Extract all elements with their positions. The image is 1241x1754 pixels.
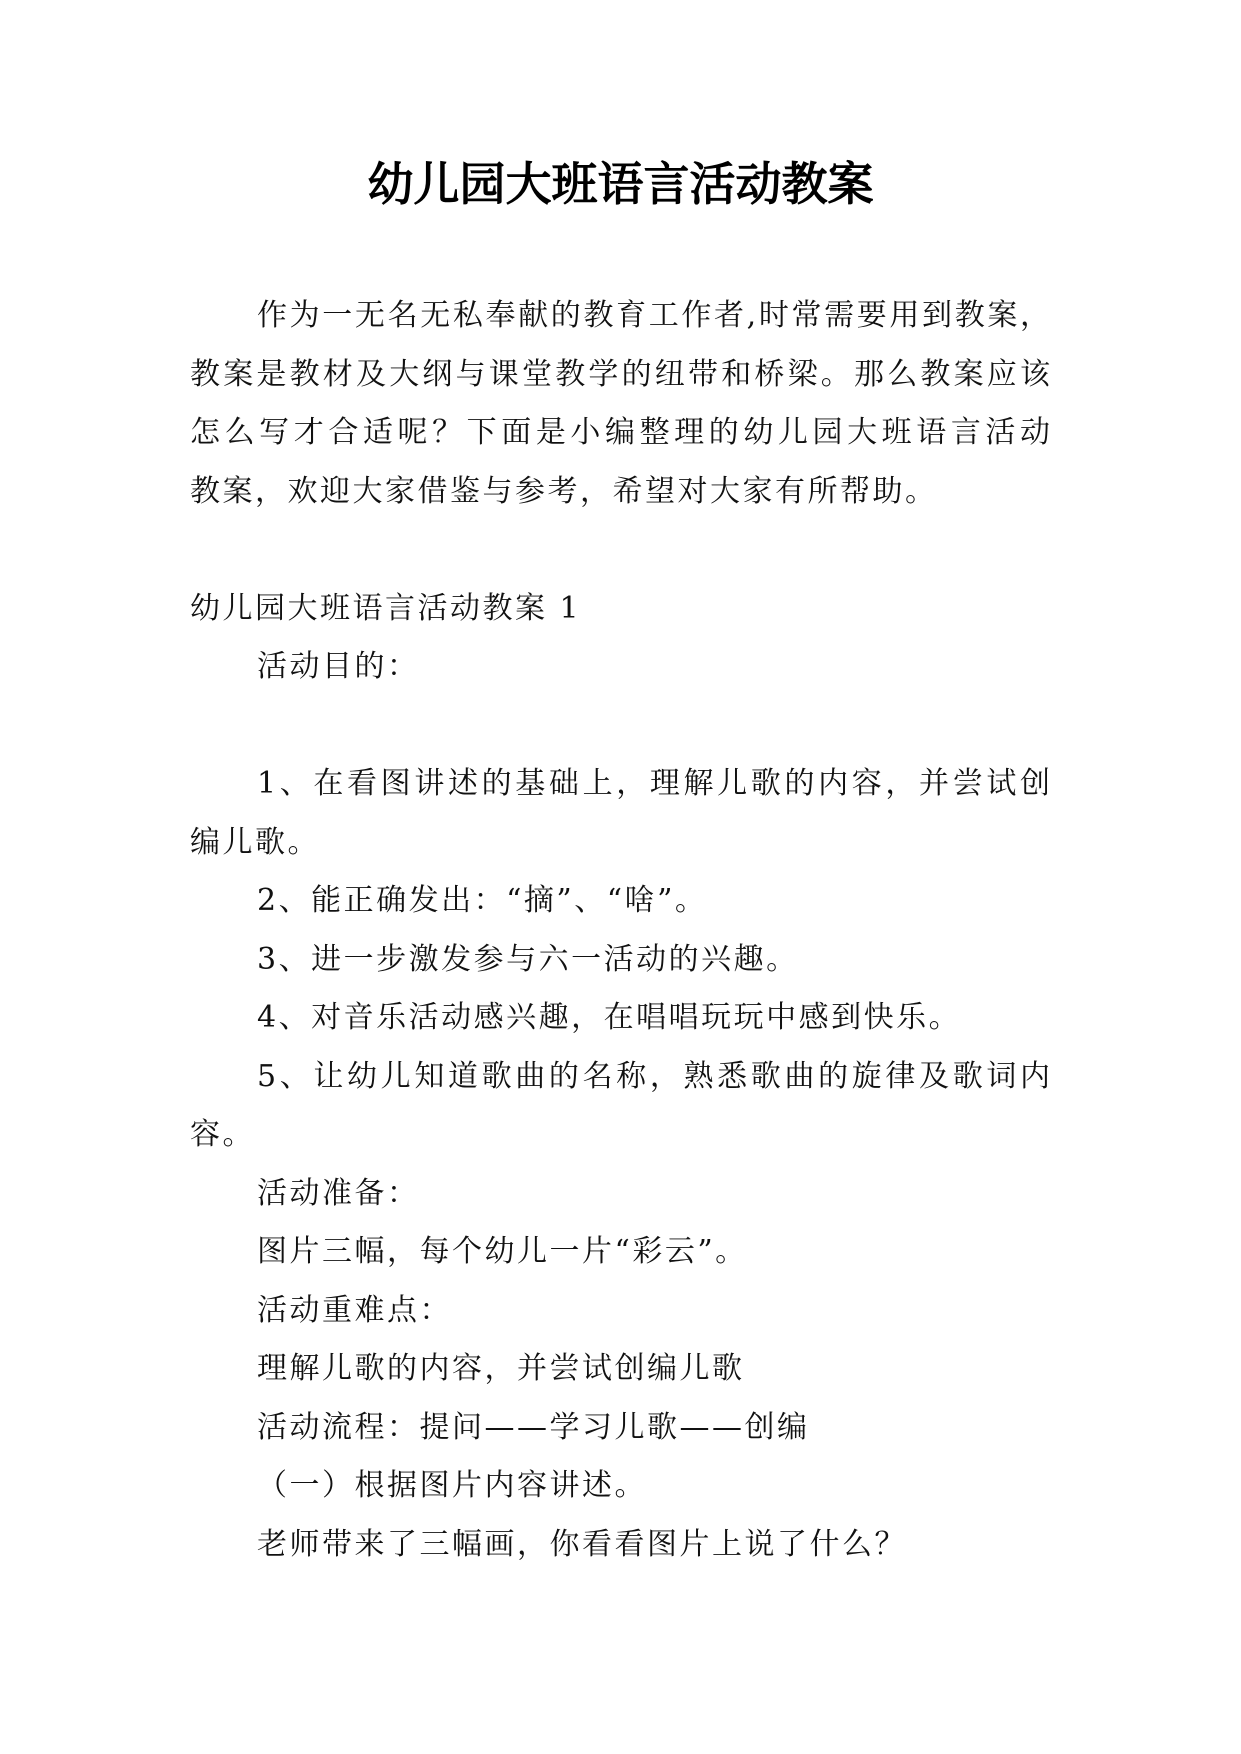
- goal-item: [190, 931, 1051, 990]
- goal-line: 容。: [190, 1117, 255, 1152]
- intro-line: 怎么写才合适呢？下面是小编整理的幼儿园大班语言活动: [190, 415, 1051, 450]
- goals-label: 活动目的：: [257, 649, 420, 684]
- prep-text: 图片三幅，每个幼儿一片“彩云”。: [257, 1234, 748, 1269]
- document-title: 幼儿园大班语言活动教案: [367, 157, 874, 211]
- document-body: [190, 287, 1051, 1574]
- prep-label: 活动准备：: [257, 1175, 420, 1211]
- key-points-text: 理解儿歌的内容，并尝试创编儿歌: [257, 1351, 745, 1386]
- spacer: [190, 697, 1051, 756]
- goal-line: 编儿歌。: [190, 824, 320, 860]
- intro-line: 教案是教材及大纲与课堂教学的纽带和桥梁。那么教案应该: [190, 356, 1051, 392]
- goal-line: 1、在看图讲述的基础上，理解儿歌的内容，并尝试创: [257, 766, 1051, 801]
- goal-line: 4、对音乐活动感兴趣，在唱唱玩玩中感到快乐。: [257, 1000, 962, 1035]
- goal-item: [190, 755, 1051, 872]
- goal-item: [190, 872, 1051, 931]
- intro-line: 教案，欢迎大家借鉴与参考，希望对大家有所帮助。: [190, 473, 938, 509]
- goals-list: [190, 755, 1051, 1165]
- goal-line: 2、能正确发出：“摘”、“啥”。: [257, 883, 708, 918]
- goal-item: [190, 989, 1051, 1048]
- process-line: 活动流程：提问——学习儿歌——创编: [257, 1409, 810, 1445]
- goal-line: 5、让幼儿知道歌曲的名称，熟悉歌曲的旋律及歌词内: [257, 1058, 1051, 1094]
- intro-paragraph: [190, 287, 1051, 521]
- goal-line: 3、进一步激发参与六一活动的兴趣。: [257, 941, 799, 977]
- section-heading: 幼儿园大班语言活动教案 1: [190, 590, 582, 626]
- step1-text: 老师带来了三幅画，你看看图片上说了什么？: [257, 1526, 907, 1562]
- spacer: [190, 521, 1051, 580]
- key-points-label: 活动重难点：: [257, 1292, 452, 1328]
- goal-item: [190, 1048, 1051, 1165]
- step1-heading: （一）根据图片内容讲述。: [257, 1468, 647, 1503]
- intro-line: 作为一无名无私奉献的教育工作者,时常需要用到教案，: [257, 298, 1051, 333]
